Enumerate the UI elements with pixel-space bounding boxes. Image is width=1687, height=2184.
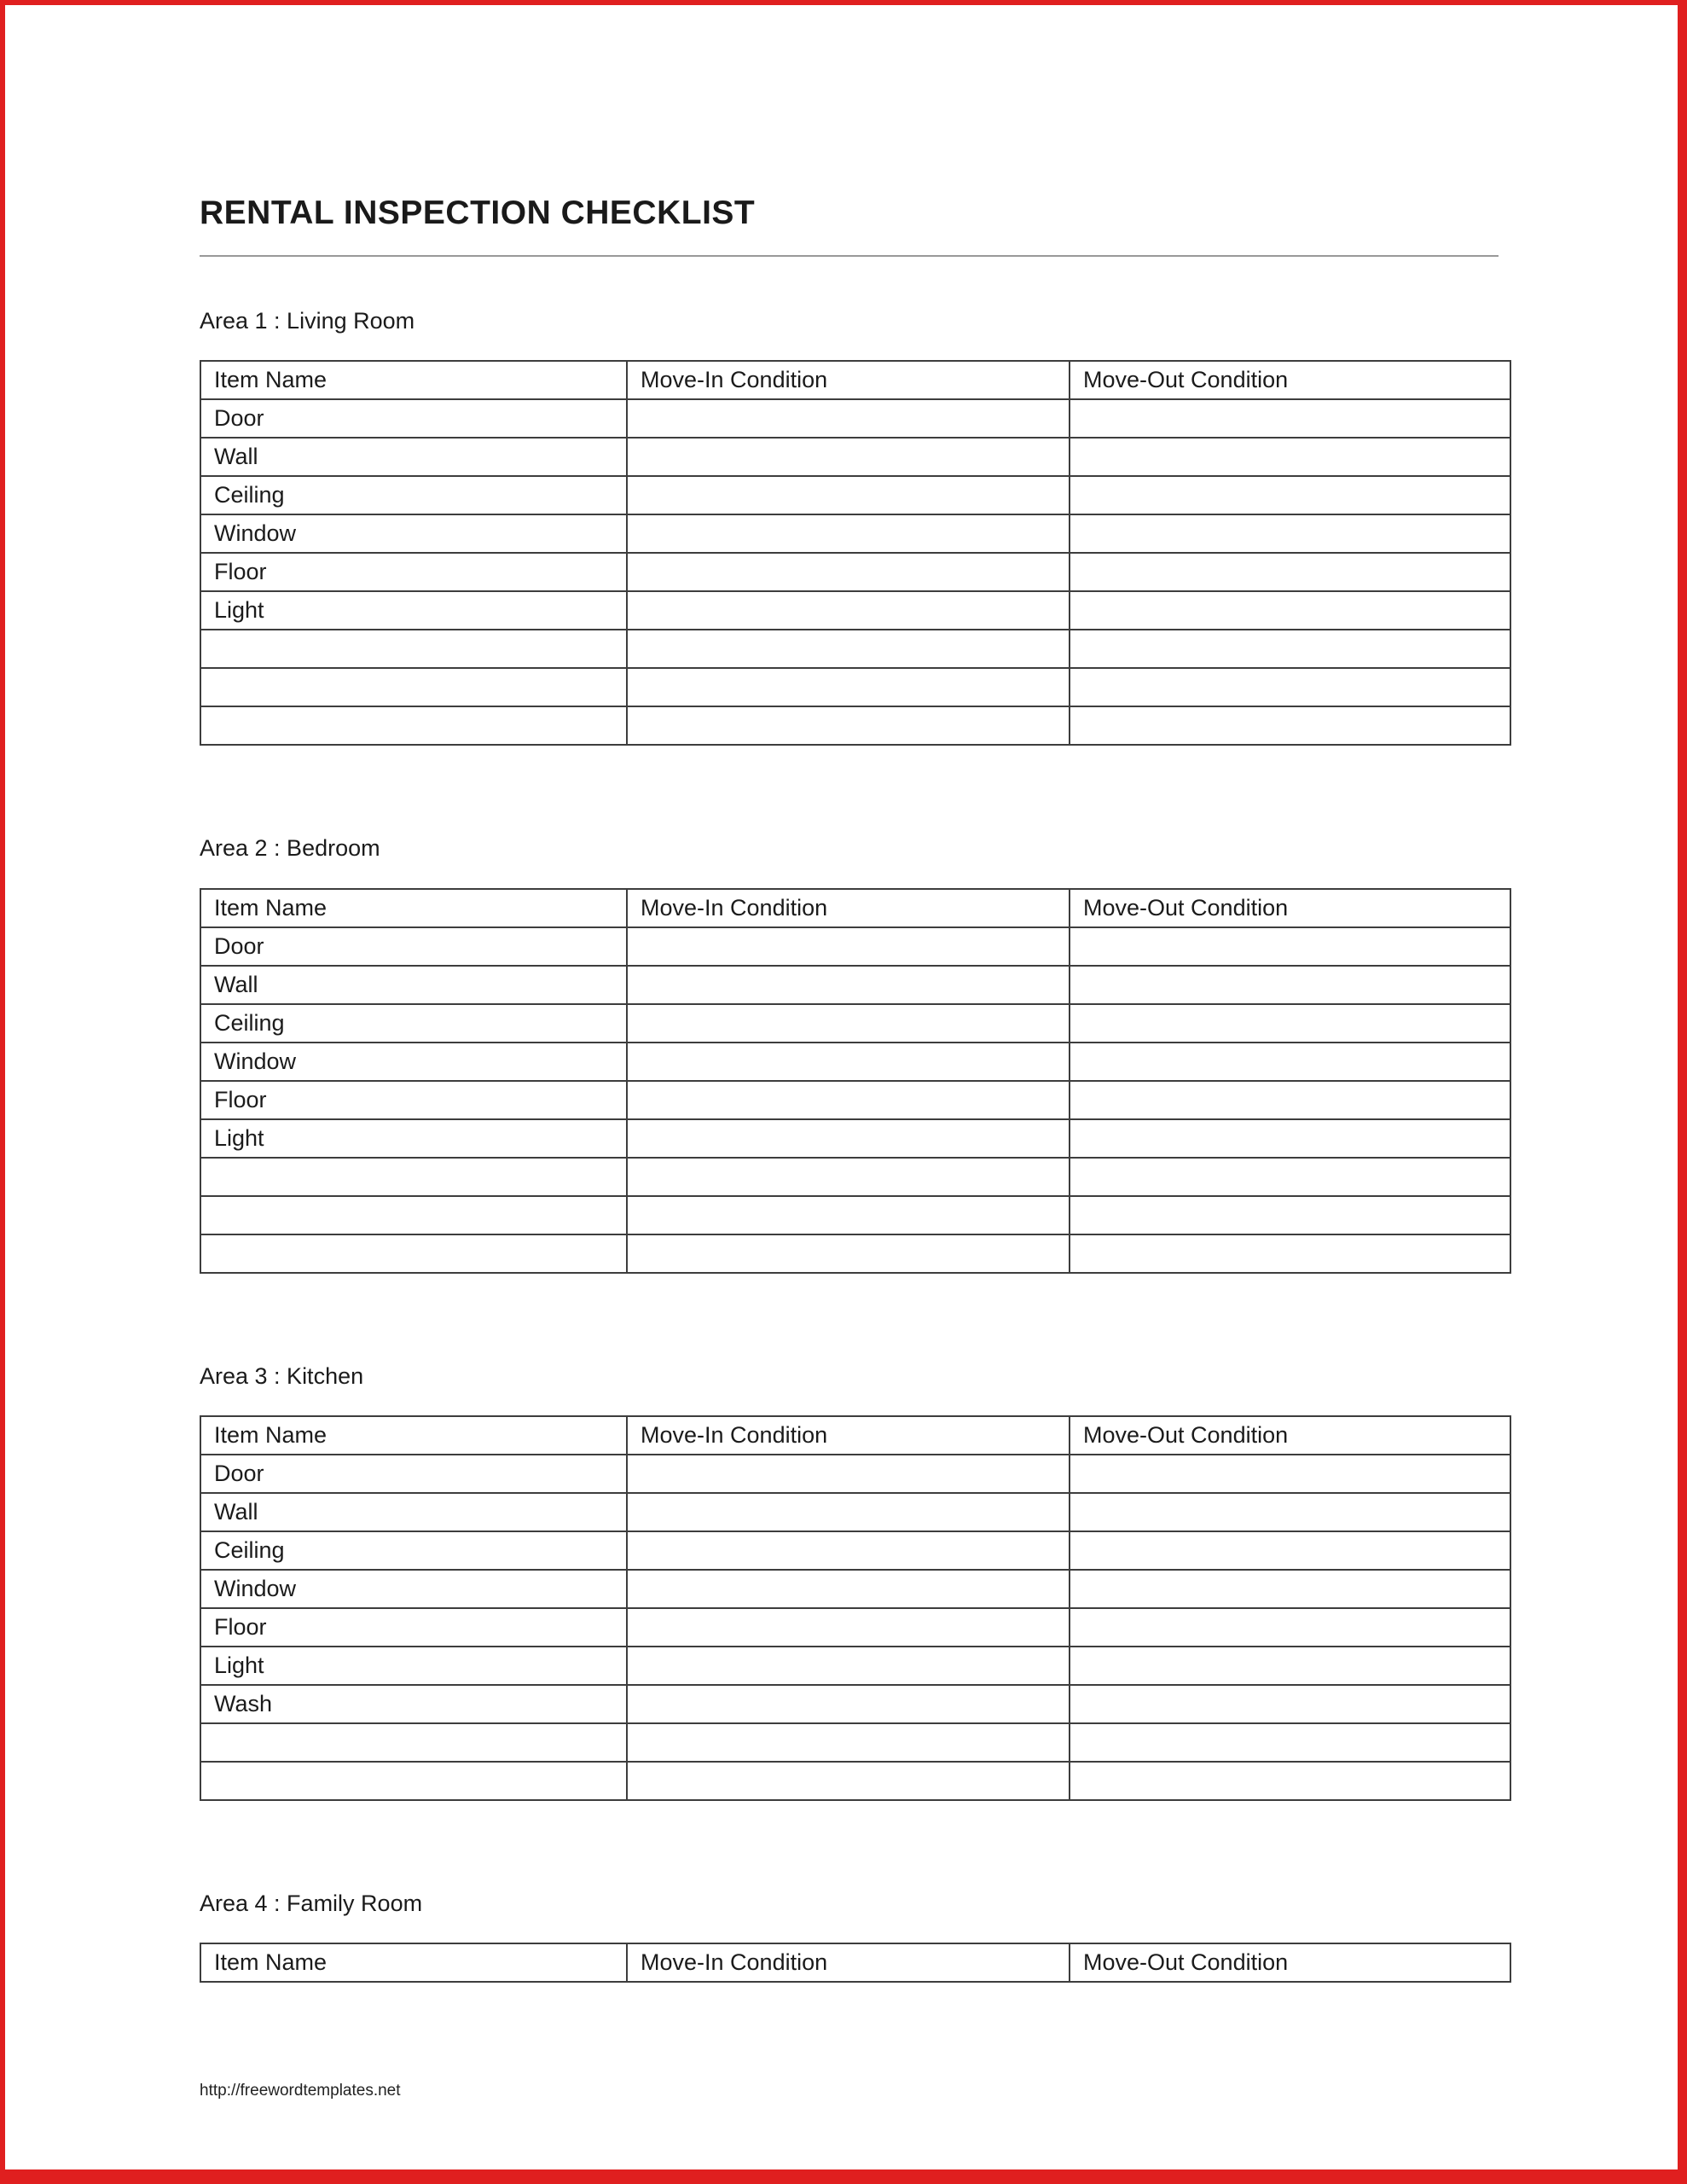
move-out-condition-cell	[1070, 630, 1510, 668]
move-in-condition-cell	[627, 668, 1070, 706]
item-name-cell: Wall	[200, 966, 627, 1004]
move-out-condition-cell	[1070, 1493, 1510, 1531]
table-row	[200, 476, 1510, 514]
table-row	[200, 706, 1510, 745]
move-out-condition-cell	[1070, 591, 1510, 630]
title-rule	[200, 255, 1499, 257]
item-name-cell	[200, 1723, 627, 1762]
move-in-condition-cell	[627, 1647, 1070, 1685]
move-out-condition-cell	[1070, 668, 1510, 706]
table-row	[200, 927, 1510, 966]
item-name-cell: Wash	[200, 1685, 627, 1723]
table-row	[200, 1004, 1510, 1043]
column-header: Move-In Condition	[627, 361, 1070, 399]
move-out-condition-cell	[1070, 1043, 1510, 1081]
column-header: Move-Out Condition	[1070, 889, 1510, 927]
table-row	[200, 438, 1510, 476]
table-row	[200, 1570, 1510, 1608]
move-in-condition-cell	[627, 591, 1070, 630]
move-in-condition-cell	[627, 1043, 1070, 1081]
column-header: Move-Out Condition	[1070, 1943, 1510, 1982]
table-row	[200, 966, 1510, 1004]
item-name-cell: Floor	[200, 1608, 627, 1647]
move-in-condition-cell	[627, 1608, 1070, 1647]
move-in-condition-cell	[627, 553, 1070, 591]
move-in-condition-cell	[627, 1531, 1070, 1570]
table-row	[200, 1531, 1510, 1570]
move-out-condition-cell	[1070, 1762, 1510, 1800]
move-in-condition-cell	[627, 1081, 1070, 1119]
item-name-cell: Door	[200, 1455, 627, 1493]
column-header: Item Name	[200, 889, 627, 927]
move-out-condition-cell	[1070, 1531, 1510, 1570]
table-row	[200, 553, 1510, 591]
column-header: Item Name	[200, 1416, 627, 1455]
move-out-condition-cell	[1070, 514, 1510, 553]
move-out-condition-cell	[1070, 1158, 1510, 1196]
inspection-table	[200, 1415, 1511, 1801]
inspection-table	[200, 360, 1511, 746]
table-row	[200, 1762, 1510, 1800]
item-name-cell	[200, 630, 627, 668]
move-in-condition-cell	[627, 630, 1070, 668]
table-row	[200, 1455, 1510, 1493]
table-row	[200, 1685, 1510, 1723]
move-out-condition-cell	[1070, 399, 1510, 438]
item-name-cell	[200, 668, 627, 706]
move-out-condition-cell	[1070, 1647, 1510, 1685]
document-content	[200, 195, 1510, 2100]
table-row	[200, 1647, 1510, 1685]
inspection-table	[200, 1943, 1511, 1983]
header-row	[200, 889, 1510, 927]
move-in-condition-cell	[627, 1570, 1070, 1608]
item-name-cell: Light	[200, 1647, 627, 1685]
item-name-cell	[200, 1158, 627, 1196]
move-out-condition-cell	[1070, 1723, 1510, 1762]
item-name-cell: Wall	[200, 1493, 627, 1531]
move-out-condition-cell	[1070, 1234, 1510, 1273]
checklist-section	[200, 307, 1510, 746]
checklist-section	[200, 1890, 1510, 1983]
move-out-condition-cell	[1070, 927, 1510, 966]
move-in-condition-cell	[627, 1196, 1070, 1234]
column-header: Move-In Condition	[627, 1416, 1070, 1455]
move-out-condition-cell	[1070, 438, 1510, 476]
table-row	[200, 1158, 1510, 1196]
item-name-cell: Light	[200, 1119, 627, 1158]
move-in-condition-cell	[627, 966, 1070, 1004]
item-name-cell: Window	[200, 1570, 627, 1608]
move-out-condition-cell	[1070, 1685, 1510, 1723]
page-title: RENTAL INSPECTION CHECKLIST	[200, 195, 756, 231]
checklist-section	[200, 834, 1510, 1273]
move-in-condition-cell	[627, 927, 1070, 966]
move-in-condition-cell	[627, 706, 1070, 745]
item-name-cell	[200, 1196, 627, 1234]
table-row	[200, 1196, 1510, 1234]
section-label: Area 4 : Family Room	[200, 1891, 423, 1917]
column-header: Move-In Condition	[627, 889, 1070, 927]
column-header: Item Name	[200, 361, 627, 399]
inspection-table	[200, 888, 1511, 1274]
move-in-condition-cell	[627, 438, 1070, 476]
footer-url: http://freewordtemplates.net	[200, 2082, 401, 2100]
move-out-condition-cell	[1070, 553, 1510, 591]
checklist-section	[200, 1362, 1510, 1801]
column-header: Move-Out Condition	[1070, 361, 1510, 399]
table-row	[200, 591, 1510, 630]
section-label: Area 3 : Kitchen	[200, 1362, 364, 1389]
sections-container	[200, 307, 1510, 1984]
item-name-cell: Floor	[200, 553, 627, 591]
move-out-condition-cell	[1070, 1570, 1510, 1608]
move-out-condition-cell	[1070, 476, 1510, 514]
move-in-condition-cell	[627, 1685, 1070, 1723]
move-out-condition-cell	[1070, 706, 1510, 745]
item-name-cell: Ceiling	[200, 476, 627, 514]
move-out-condition-cell	[1070, 966, 1510, 1004]
section-label: Area 1 : Living Room	[200, 307, 415, 334]
section-label: Area 2 : Bedroom	[200, 835, 380, 862]
move-out-condition-cell	[1070, 1196, 1510, 1234]
table-row	[200, 514, 1510, 553]
item-name-cell: Ceiling	[200, 1531, 627, 1570]
item-name-cell	[200, 706, 627, 745]
column-header: Item Name	[200, 1943, 627, 1982]
column-header: Move-Out Condition	[1070, 1416, 1510, 1455]
table-row	[200, 1119, 1510, 1158]
column-header: Move-In Condition	[627, 1943, 1070, 1982]
move-in-condition-cell	[627, 476, 1070, 514]
table-row	[200, 1608, 1510, 1647]
move-in-condition-cell	[627, 1762, 1070, 1800]
table-row	[200, 668, 1510, 706]
move-out-condition-cell	[1070, 1081, 1510, 1119]
item-name-cell: Ceiling	[200, 1004, 627, 1043]
move-out-condition-cell	[1070, 1119, 1510, 1158]
move-in-condition-cell	[627, 1723, 1070, 1762]
item-name-cell: Window	[200, 1043, 627, 1081]
header-row	[200, 361, 1510, 399]
item-name-cell: Light	[200, 591, 627, 630]
move-out-condition-cell	[1070, 1004, 1510, 1043]
table-row	[200, 1043, 1510, 1081]
item-name-cell: Door	[200, 399, 627, 438]
table-row	[200, 1081, 1510, 1119]
move-in-condition-cell	[627, 1234, 1070, 1273]
move-in-condition-cell	[627, 1004, 1070, 1043]
item-name-cell: Door	[200, 927, 627, 966]
header-row	[200, 1416, 1510, 1455]
document-page	[5, 5, 1678, 2169]
item-name-cell: Window	[200, 514, 627, 553]
move-in-condition-cell	[627, 399, 1070, 438]
move-out-condition-cell	[1070, 1455, 1510, 1493]
move-in-condition-cell	[627, 514, 1070, 553]
move-in-condition-cell	[627, 1119, 1070, 1158]
item-name-cell	[200, 1762, 627, 1800]
move-in-condition-cell	[627, 1455, 1070, 1493]
table-row	[200, 1493, 1510, 1531]
item-name-cell: Floor	[200, 1081, 627, 1119]
move-in-condition-cell	[627, 1158, 1070, 1196]
item-name-cell	[200, 1234, 627, 1273]
table-row	[200, 630, 1510, 668]
move-out-condition-cell	[1070, 1608, 1510, 1647]
table-row	[200, 1723, 1510, 1762]
move-in-condition-cell	[627, 1493, 1070, 1531]
table-row	[200, 1234, 1510, 1273]
item-name-cell: Wall	[200, 438, 627, 476]
table-row	[200, 399, 1510, 438]
header-row	[200, 1943, 1510, 1982]
